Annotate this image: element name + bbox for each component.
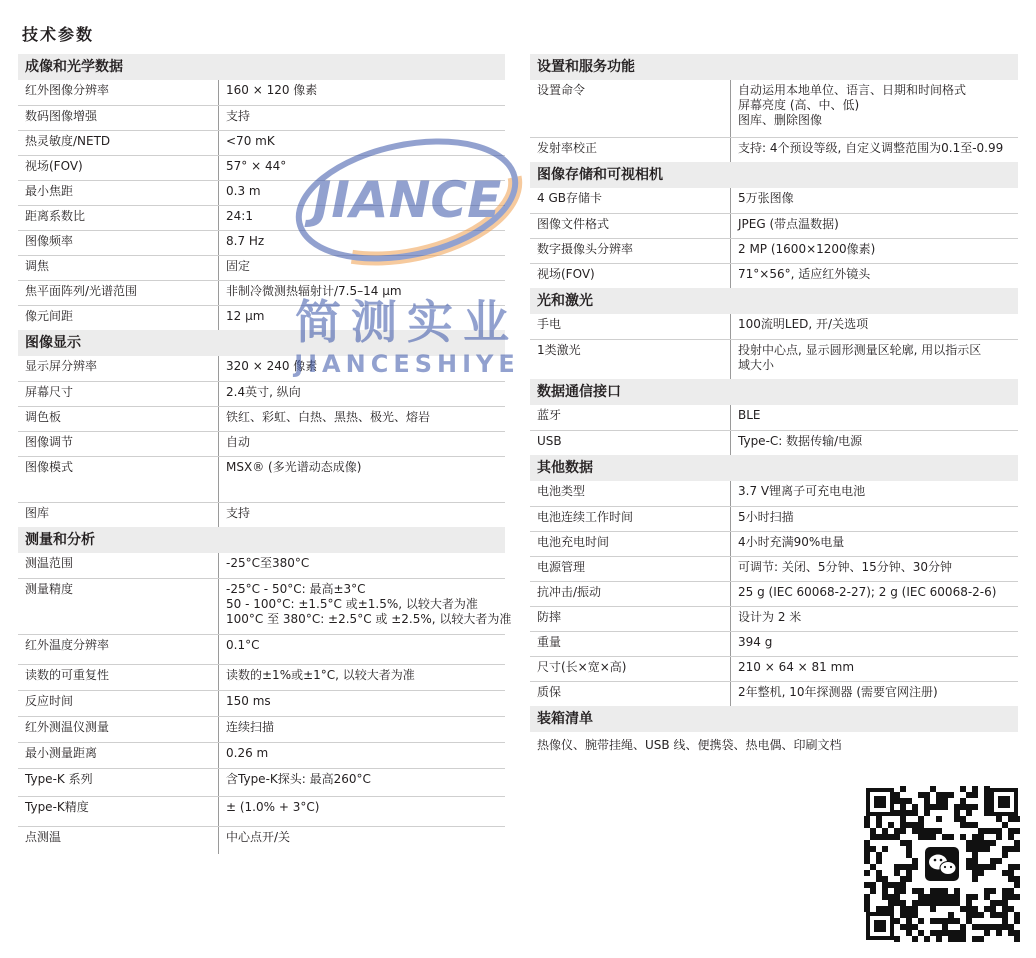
spec-value [731,263,1019,288]
spec-row [18,768,505,796]
spec-label: 电池类型 [530,481,731,506]
qr-finder-top-right [990,788,1018,816]
spec-label: 电源管理 [530,556,731,581]
spec-row [530,481,1018,506]
spec-row [18,230,505,255]
spec-label: 测温范围 [18,553,219,578]
spec-label: 热灵敏度/NETD [18,130,219,155]
spec-value-line: 0.1°C [226,637,260,652]
spec-value [731,314,1019,339]
spec-row [18,742,505,768]
spec-row [18,664,505,690]
spec-value [731,430,1019,455]
spec-value [219,431,506,456]
spec-value [219,305,506,330]
spec-value-line: BLE [738,408,761,422]
spec-row [18,205,505,230]
spec-value-line: 150 ms [226,693,271,708]
spec-value-line: 2 MP (1600×1200像素) [738,241,876,256]
spec-label: 重量 [530,631,731,656]
spec-row [530,213,1018,238]
qr-finder-top-left [866,788,894,816]
spec-value-line: 可调节: 关闭、5分钟、15分钟、30分钟 [738,559,953,574]
spec-value [219,381,506,406]
spec-row [18,578,505,634]
spec-label: 像元间距 [18,305,219,330]
spec-row [530,430,1018,455]
spec-value-line: 2年整机, 10年探测器 (需要官网注册) [738,684,938,699]
spec-value [219,130,506,155]
spec-table [18,356,505,527]
spec-label: 数码图像增强 [18,105,219,130]
spec-value-line: 57° × 44° [226,158,287,173]
spec-value-line: -25°C至380°C [226,556,310,570]
spec-value-line: 12 µm [226,308,265,323]
spec-value [219,105,506,130]
section-heading: 其他数据 [530,455,1018,481]
spec-row [530,656,1018,681]
spec-value-line: MSX® (多光谱动态成像) [226,459,362,474]
watermark-chinese: 简测实业 [295,295,519,349]
spec-row [530,80,1018,137]
spec-value [219,690,506,716]
spec-label: 发射率校正 [530,137,731,162]
watermark-logo: JIANCE [312,171,502,229]
spec-label: 数字摄像头分辨率 [530,238,731,263]
spec-value-line: 50 - 100°C: ±1.5°C 或±1.5%, 以较大者为准 [226,596,478,611]
spec-row [18,280,505,305]
spec-value [731,656,1019,681]
section-heading: 成像和光学数据 [18,54,505,80]
spec-value-line: JPEG (带点温数据) [738,216,839,231]
spec-label: 抗冲击/振动 [530,581,731,606]
spec-value [731,213,1019,238]
spec-value [219,664,506,690]
spec-value-line: -25°C - 50°C: 最高±3°C [226,581,366,596]
spec-value-line: 0.3 m [226,183,261,198]
spec-value [219,796,506,826]
spec-value [731,506,1019,531]
spec-label: 手电 [530,314,731,339]
spec-value-line: 图库、删除图像 [738,113,823,127]
spec-value-line: 100流明LED, 开/关选项 [738,317,869,331]
spec-row [530,238,1018,263]
spec-value-line: 设计为 2 米 [738,609,802,624]
spec-row [18,431,505,456]
spec-value-line: 4小时充满90%电量 [738,534,845,549]
spec-label: Type-K精度 [18,796,219,826]
spec-label: 焦平面阵列/光谱范围 [18,280,219,305]
spec-value-line: 支持: 4个预设等级, 自定义调整范围为0.1至-0.99 [738,140,1004,155]
spec-value-line: 投射中心点, 显示圆形测量区轮廓, 用以指示区 [738,342,982,357]
spec-value [731,405,1019,430]
spec-label: 调焦 [18,255,219,280]
spec-row [530,263,1018,288]
spec-value [219,230,506,255]
section-heading: 数据通信接口 [530,379,1018,405]
spec-value [219,553,506,578]
spec-label: 视场(FOV) [530,263,731,288]
spec-value-line: 394 g [738,634,773,649]
spec-label: 图像文件格式 [530,213,731,238]
spec-value-line: 连续扫描 [226,719,275,734]
page-title: 技术参数 [22,25,95,44]
spec-label: 1类激光 [530,339,731,379]
spec-label: USB [530,430,731,455]
watermark-pinyin: JIANCESHIYE [294,350,520,378]
spec-value-line: 中心点开/关 [226,829,291,844]
spec-row [18,690,505,716]
spec-table [18,80,505,330]
spec-value [219,742,506,768]
spec-value-line: 160 × 120 像素 [226,83,318,97]
spec-row [18,180,505,205]
spec-table [530,481,1018,706]
section-heading: 图像显示 [18,330,505,356]
spec-row [18,716,505,742]
spec-row [18,406,505,431]
spec-value [731,188,1019,213]
spec-value [219,578,512,634]
spec-label: 图像调节 [18,431,219,456]
spec-value-line: 210 × 64 × 81 mm [738,659,855,674]
spec-row [530,681,1018,706]
spec-value [219,716,506,742]
spec-value-line: ± (1.0% + 3°C) [226,799,320,814]
spec-row [530,606,1018,631]
spec-value [731,681,1019,706]
spec-label: 蓝牙 [530,405,731,430]
spec-value [219,356,506,381]
spec-label: 尺寸(长×宽×高) [530,656,731,681]
spec-row [18,553,505,578]
spec-label: 红外温度分辨率 [18,634,219,664]
spec-value [731,481,1019,506]
spec-row [18,80,505,105]
spec-table [18,553,512,854]
spec-value [219,502,506,527]
spec-value-line: 100°C 至 380°C: ±2.5°C 或 ±2.5%, 以较大者为准 [226,611,512,626]
spec-value [219,456,506,502]
spec-value [731,631,1019,656]
spec-table [530,188,1018,288]
spec-label: 设置命令 [530,80,731,137]
spec-label: 最小测量距离 [18,742,219,768]
spec-value [219,255,506,280]
spec-table [530,405,1018,455]
spec-table [530,314,1018,379]
spec-value-line: 自动运用本地单位、语言、日期和时间格式 [738,83,967,97]
spec-row [18,155,505,180]
spec-value-line: Type-C: 数据传输/电源 [738,433,863,448]
spec-label: 反应时间 [18,690,219,716]
spec-value-line: 71°×56°, 适应红外镜头 [738,266,871,281]
spec-label: 点测温 [18,826,219,854]
spec-value [731,531,1019,556]
spec-value-line: 2.4英寸, 纵向 [226,384,301,399]
spec-label: 4 GB存储卡 [530,188,731,213]
spec-label: 调色板 [18,406,219,431]
spec-value-line: 3.7 V锂离子可充电电池 [738,484,866,498]
spec-row [530,137,1018,162]
spec-value-line: 支持 [226,505,251,520]
spec-row [530,339,1018,379]
spec-table [530,80,1018,162]
spec-value-line: <70 mK [226,133,275,148]
spec-value [219,155,506,180]
spec-value-line: 5万张图像 [738,191,794,205]
wechat-icon [922,844,962,884]
spec-label: 防摔 [530,606,731,631]
spec-row [18,356,505,381]
spec-value [731,238,1019,263]
spec-label: 显示屏分辨率 [18,356,219,381]
spec-row [530,531,1018,556]
spec-label: 电池连续工作时间 [530,506,731,531]
spec-label: 图库 [18,502,219,527]
spec-row [530,188,1018,213]
spec-value-line: 含Type-K探头: 最高260°C [226,771,371,786]
spec-value [219,280,506,305]
spec-value-line: 支持 [226,108,251,123]
spec-value [219,80,506,105]
spec-row [18,130,505,155]
spec-value [731,581,1019,606]
spec-row [18,105,505,130]
spec-row [530,556,1018,581]
section-heading: 装箱清单 [530,706,1018,732]
spec-label: 图像模式 [18,456,219,502]
left-column [18,54,512,854]
spec-row [530,581,1018,606]
spec-value-line: 24:1 [226,208,253,223]
spec-value [731,339,1019,379]
spec-label: 红外测温仪测量 [18,716,219,742]
right-column [530,54,1018,759]
spec-label: 读数的可重复性 [18,664,219,690]
packing-list-text: 热像仪、腕带挂绳、USB 线、便携袋、热电偶、印刷文档 [537,738,842,752]
spec-label: Type-K 系列 [18,768,219,796]
spec-value-line: 读数的±1%或±1°C, 以较大者为准 [226,667,415,682]
spec-value [731,137,1019,162]
spec-row [18,502,505,527]
spec-label: 图像频率 [18,230,219,255]
spec-value [219,826,506,854]
spec-label: 视场(FOV) [18,155,219,180]
qr-finder-bottom-left [866,912,894,940]
section-heading: 图像存储和可视相机 [530,162,1018,188]
spec-value-line: 0.26 m [226,745,269,760]
spec-label: 红外图像分辨率 [18,80,219,105]
spec-value-line: 自动 [226,434,251,449]
spec-row [530,631,1018,656]
spec-value-line: 固定 [226,258,251,273]
spec-row [18,305,505,330]
spec-value [219,768,506,796]
spec-value-line: 域大小 [738,357,775,372]
spec-label: 最小焦距 [18,180,219,205]
spec-value [731,80,1019,137]
spec-value [219,634,506,664]
spec-label: 屏幕尺寸 [18,381,219,406]
spec-label: 测量精度 [18,578,219,634]
spec-value-line: 25 g (IEC 60068-2-27); 2 g (IEC 60068-2-6) [738,584,997,599]
spec-row [18,255,505,280]
spec-row [18,381,505,406]
section-heading: 测量和分析 [18,527,505,553]
spec-row [530,506,1018,531]
spec-row [18,456,505,502]
spec-value-line: 屏幕亮度 (高、中、低) [738,98,860,112]
spec-value [731,606,1019,631]
spec-label: 电池充电时间 [530,531,731,556]
spec-value-line: 非制冷微测热辐射计/7.5–14 µm [226,283,402,298]
section-heading: 设置和服务功能 [530,54,1018,80]
spec-value [219,406,506,431]
section-heading: 光和激光 [530,288,1018,314]
spec-row [18,826,505,854]
spec-value [219,180,506,205]
spec-label: 距离系数比 [18,205,219,230]
spec-row [530,314,1018,339]
spec-value-line: 320 × 240 像素 [226,359,318,373]
spec-row [18,634,505,664]
spec-value-line: 5小时扫描 [738,509,794,524]
qr-code-icon[interactable] [864,786,1020,942]
spec-row [18,796,505,826]
spec-value-line: 8.7 Hz [226,233,265,248]
spec-row [530,405,1018,430]
spec-value [731,556,1019,581]
spec-value-line: 铁红、彩虹、白热、黑热、极光、熔岩 [226,409,431,424]
spec-value [219,205,506,230]
spec-label: 质保 [530,681,731,706]
